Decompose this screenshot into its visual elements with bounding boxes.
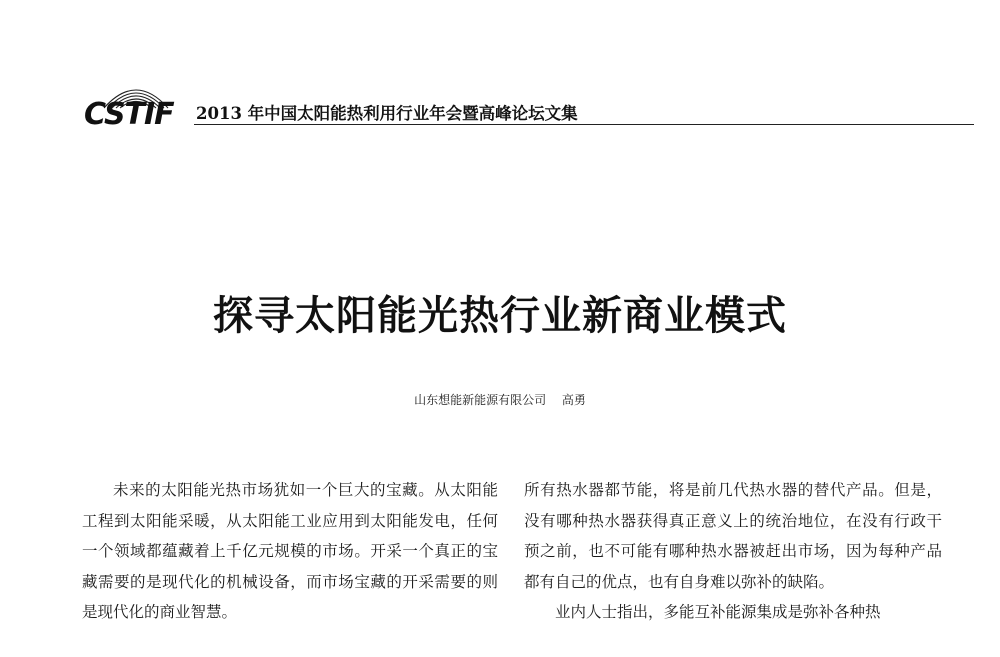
cstif-logo [84, 78, 188, 134]
paragraph: 未来的太阳能光热市场犹如一个巨大的宝藏。从太阳能工程到太阳能采暖，从太阳能工业应用到太阳能发电，任何一个领域都蕴藏着上千亿元规模的市场。开采一个真正的宝藏需要的是现代化的机械设备，而市场宝藏的开采需要的则是现代化的商业智慧。 [82, 481, 498, 621]
article-title: 探寻太阳能光热行业新商业模式 [213, 292, 787, 339]
running-header [84, 78, 974, 138]
right-column [524, 475, 942, 628]
paragraph: 业内人士指出，多能互补能源集成是弥补各种热 [555, 603, 881, 621]
proceedings-title: 2013 年中国太阳能热利用行业年会暨高峰论坛文集 [196, 104, 578, 123]
logo-text: CSTIF [84, 97, 174, 132]
author-line: 山东想能新能源有限公司 高勇 [414, 393, 586, 407]
header-divider [194, 124, 974, 125]
paragraph: 所有热水器都节能，将是前几代热水器的替代产品。但是，没有哪种热水器获得真正意义上的统治地位，在没有行政干预之前，也不可能有哪种热水器被赶出市场，因为每种产品都有自己的优点，也有自身难以弥补的缺陷。 [524, 481, 942, 591]
left-column [82, 475, 498, 628]
